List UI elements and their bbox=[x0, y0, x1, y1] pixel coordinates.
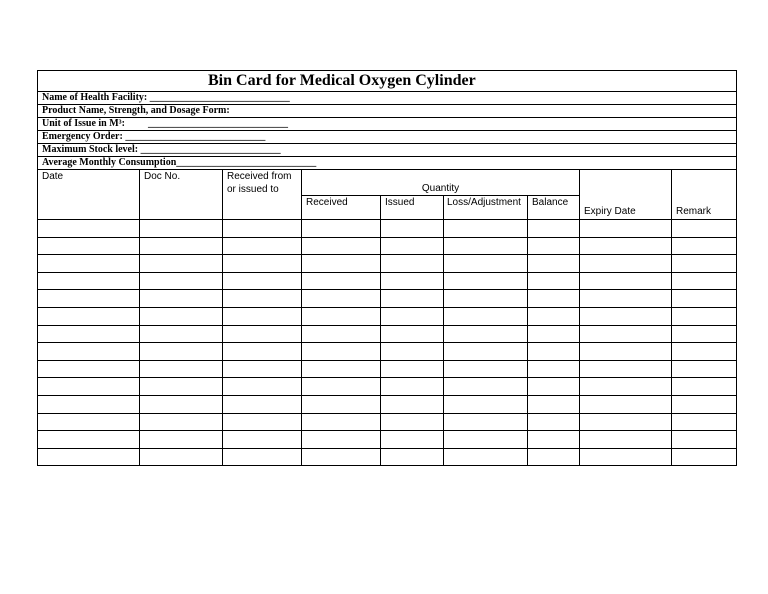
cell-loss-adjustment[interactable] bbox=[444, 378, 528, 396]
bin-card-table bbox=[37, 70, 737, 466]
cell-balance[interactable] bbox=[528, 395, 580, 413]
cell-remark[interactable] bbox=[672, 343, 737, 361]
cell-doc-no[interactable] bbox=[140, 290, 223, 308]
cell-received-from[interactable] bbox=[223, 272, 302, 290]
table-row bbox=[38, 290, 737, 308]
cell-loss-adjustment[interactable] bbox=[444, 325, 528, 343]
cell-received[interactable] bbox=[302, 325, 381, 343]
col-header-quantity: Quantity bbox=[302, 170, 580, 196]
cell-received-from[interactable] bbox=[223, 413, 302, 431]
cell-received[interactable] bbox=[302, 413, 381, 431]
cell-balance[interactable] bbox=[528, 272, 580, 290]
cell-loss-adjustment[interactable] bbox=[444, 343, 528, 361]
col-header-remark: Remark bbox=[672, 170, 737, 220]
cell-doc-no[interactable] bbox=[140, 395, 223, 413]
cell-received-from[interactable] bbox=[223, 220, 302, 238]
cell-received[interactable] bbox=[302, 290, 381, 308]
field-unit-of-issue[interactable] bbox=[38, 118, 737, 131]
field-blank-line: ____________________________ bbox=[148, 118, 289, 129]
table-row bbox=[38, 325, 737, 343]
cell-balance[interactable] bbox=[528, 343, 580, 361]
cell-issued[interactable] bbox=[381, 448, 444, 466]
field-label: Emergency Order: bbox=[42, 131, 123, 142]
cell-received[interactable] bbox=[302, 431, 381, 449]
cell-received[interactable] bbox=[302, 395, 381, 413]
cell-date[interactable] bbox=[38, 255, 140, 273]
cell-doc-no[interactable] bbox=[140, 255, 223, 273]
cell-balance[interactable] bbox=[528, 307, 580, 325]
cell-date[interactable] bbox=[38, 431, 140, 449]
col-header-date: Date bbox=[38, 170, 140, 220]
cell-received[interactable] bbox=[302, 272, 381, 290]
cell-remark[interactable] bbox=[672, 360, 737, 378]
cell-doc-no[interactable] bbox=[140, 378, 223, 396]
cell-issued[interactable] bbox=[381, 413, 444, 431]
cell-issued[interactable] bbox=[381, 378, 444, 396]
cell-remark[interactable] bbox=[672, 395, 737, 413]
cell-loss-adjustment[interactable] bbox=[444, 395, 528, 413]
cell-loss-adjustment[interactable] bbox=[444, 255, 528, 273]
field-average-monthly-consumption[interactable] bbox=[38, 157, 737, 170]
cell-received-from[interactable] bbox=[223, 255, 302, 273]
cell-doc-no[interactable] bbox=[140, 272, 223, 290]
cell-remark[interactable] bbox=[672, 378, 737, 396]
cell-expiry-date[interactable] bbox=[580, 220, 672, 238]
cell-remark[interactable] bbox=[672, 290, 737, 308]
cell-date[interactable] bbox=[38, 325, 140, 343]
cell-remark[interactable] bbox=[672, 448, 737, 466]
field-label: Product Name, Strength, and Dosage Form: bbox=[42, 105, 230, 116]
cell-loss-adjustment[interactable] bbox=[444, 307, 528, 325]
cell-loss-adjustment[interactable] bbox=[444, 220, 528, 238]
cell-expiry-date[interactable] bbox=[580, 343, 672, 361]
cell-received[interactable] bbox=[302, 255, 381, 273]
cell-remark[interactable] bbox=[672, 220, 737, 238]
cell-issued[interactable] bbox=[381, 360, 444, 378]
cell-expiry-date[interactable] bbox=[580, 307, 672, 325]
cell-expiry-date[interactable] bbox=[580, 395, 672, 413]
cell-balance[interactable] bbox=[528, 378, 580, 396]
cell-expiry-date[interactable] bbox=[580, 360, 672, 378]
cell-date[interactable] bbox=[38, 448, 140, 466]
cell-balance[interactable] bbox=[528, 413, 580, 431]
cell-received[interactable] bbox=[302, 220, 381, 238]
cell-doc-no[interactable] bbox=[140, 237, 223, 255]
cell-expiry-date[interactable] bbox=[580, 255, 672, 273]
table-row bbox=[38, 343, 737, 361]
cell-received-from[interactable] bbox=[223, 290, 302, 308]
cell-doc-no[interactable] bbox=[140, 448, 223, 466]
table-row bbox=[38, 360, 737, 378]
field-health-facility[interactable] bbox=[38, 92, 737, 105]
table-row bbox=[38, 220, 737, 238]
cell-remark[interactable] bbox=[672, 413, 737, 431]
cell-loss-adjustment[interactable] bbox=[444, 272, 528, 290]
card-title: Bin Card for Medical Oxygen Cylinder bbox=[38, 71, 737, 92]
cell-issued[interactable] bbox=[381, 325, 444, 343]
col-header-expiry-date: Expiry Date bbox=[580, 170, 672, 220]
table-row bbox=[38, 255, 737, 273]
cell-remark[interactable] bbox=[672, 272, 737, 290]
cell-received[interactable] bbox=[302, 448, 381, 466]
table-row bbox=[38, 378, 737, 396]
cell-remark[interactable] bbox=[672, 431, 737, 449]
field-label: Maximum Stock level: bbox=[42, 144, 139, 155]
cell-date[interactable] bbox=[38, 220, 140, 238]
cell-expiry-date[interactable] bbox=[580, 378, 672, 396]
cell-balance[interactable] bbox=[528, 237, 580, 255]
cell-issued[interactable] bbox=[381, 255, 444, 273]
field-blank-line: ____________________________ bbox=[125, 131, 266, 142]
field-blank-line: ____________________________ bbox=[176, 157, 317, 168]
cell-received[interactable] bbox=[302, 237, 381, 255]
cell-remark[interactable] bbox=[672, 255, 737, 273]
cell-received[interactable] bbox=[302, 307, 381, 325]
table-row bbox=[38, 448, 737, 466]
cell-issued[interactable] bbox=[381, 220, 444, 238]
table-row bbox=[38, 272, 737, 290]
cell-date[interactable] bbox=[38, 378, 140, 396]
col-header-loss-adjustment: Loss/Adjustment bbox=[444, 196, 528, 220]
cell-date[interactable] bbox=[38, 307, 140, 325]
cell-loss-adjustment[interactable] bbox=[444, 413, 528, 431]
cell-balance[interactable] bbox=[528, 255, 580, 273]
cell-expiry-date[interactable] bbox=[580, 325, 672, 343]
cell-doc-no[interactable] bbox=[140, 220, 223, 238]
table-row bbox=[38, 237, 737, 255]
cell-doc-no[interactable] bbox=[140, 413, 223, 431]
cell-received-from[interactable] bbox=[223, 360, 302, 378]
cell-date[interactable] bbox=[38, 413, 140, 431]
field-label: Unit of Issue in M³: bbox=[42, 118, 126, 129]
col-header-balance: Balance bbox=[528, 196, 580, 220]
cell-expiry-date[interactable] bbox=[580, 448, 672, 466]
cell-doc-no[interactable] bbox=[140, 307, 223, 325]
cell-issued[interactable] bbox=[381, 431, 444, 449]
field-blank-line: ____________________________ bbox=[140, 144, 281, 155]
cell-received-from[interactable] bbox=[223, 431, 302, 449]
cell-balance[interactable] bbox=[528, 325, 580, 343]
cell-expiry-date[interactable] bbox=[580, 272, 672, 290]
col-header-received-from-line2: or issued to bbox=[227, 184, 279, 195]
cell-date[interactable] bbox=[38, 343, 140, 361]
cell-balance[interactable] bbox=[528, 431, 580, 449]
cell-remark[interactable] bbox=[672, 307, 737, 325]
cell-issued[interactable] bbox=[381, 237, 444, 255]
field-emergency-order[interactable] bbox=[38, 131, 737, 144]
col-header-received-from-line1: Received from bbox=[227, 171, 292, 182]
cell-received[interactable] bbox=[302, 360, 381, 378]
cell-issued[interactable] bbox=[381, 395, 444, 413]
col-header-received: Received bbox=[302, 196, 381, 220]
cell-loss-adjustment[interactable] bbox=[444, 290, 528, 308]
field-product-name[interactable] bbox=[38, 105, 737, 118]
cell-doc-no[interactable] bbox=[140, 325, 223, 343]
field-blank-line: ____________________________ bbox=[149, 92, 290, 103]
cell-balance[interactable] bbox=[528, 360, 580, 378]
cell-remark[interactable] bbox=[672, 237, 737, 255]
cell-received-from[interactable] bbox=[223, 307, 302, 325]
cell-received[interactable] bbox=[302, 343, 381, 361]
cell-date[interactable] bbox=[38, 237, 140, 255]
col-header-doc-no: Doc No. bbox=[140, 170, 223, 220]
cell-received-from[interactable] bbox=[223, 343, 302, 361]
cell-remark[interactable] bbox=[672, 325, 737, 343]
cell-issued[interactable] bbox=[381, 307, 444, 325]
field-maximum-stock-level[interactable] bbox=[38, 144, 737, 157]
table-row bbox=[38, 307, 737, 325]
cell-balance[interactable] bbox=[528, 220, 580, 238]
cell-loss-adjustment[interactable] bbox=[444, 360, 528, 378]
cell-loss-adjustment[interactable] bbox=[444, 237, 528, 255]
cell-received[interactable] bbox=[302, 378, 381, 396]
cell-balance[interactable] bbox=[528, 290, 580, 308]
cell-received-from[interactable] bbox=[223, 325, 302, 343]
cell-received-from[interactable] bbox=[223, 395, 302, 413]
cell-received-from[interactable] bbox=[223, 378, 302, 396]
cell-date[interactable] bbox=[38, 395, 140, 413]
cell-date[interactable] bbox=[38, 290, 140, 308]
field-label: Name of Health Facility: bbox=[42, 92, 148, 103]
cell-doc-no[interactable] bbox=[140, 431, 223, 449]
cell-loss-adjustment[interactable] bbox=[444, 431, 528, 449]
cell-doc-no[interactable] bbox=[140, 343, 223, 361]
table-row bbox=[38, 395, 737, 413]
cell-issued[interactable] bbox=[381, 290, 444, 308]
cell-issued[interactable] bbox=[381, 272, 444, 290]
cell-expiry-date[interactable] bbox=[580, 413, 672, 431]
cell-date[interactable] bbox=[38, 272, 140, 290]
cell-expiry-date[interactable] bbox=[580, 290, 672, 308]
col-header-received-from bbox=[223, 170, 302, 220]
cell-received-from[interactable] bbox=[223, 237, 302, 255]
cell-date[interactable] bbox=[38, 360, 140, 378]
cell-expiry-date[interactable] bbox=[580, 237, 672, 255]
cell-received-from[interactable] bbox=[223, 448, 302, 466]
field-label: Average Monthly Consumption bbox=[42, 157, 177, 168]
cell-doc-no[interactable] bbox=[140, 360, 223, 378]
cell-balance[interactable] bbox=[528, 448, 580, 466]
table-row bbox=[38, 431, 737, 449]
cell-expiry-date[interactable] bbox=[580, 431, 672, 449]
cell-issued[interactable] bbox=[381, 343, 444, 361]
cell-loss-adjustment[interactable] bbox=[444, 448, 528, 466]
table-row bbox=[38, 413, 737, 431]
col-header-issued: Issued bbox=[381, 196, 444, 220]
